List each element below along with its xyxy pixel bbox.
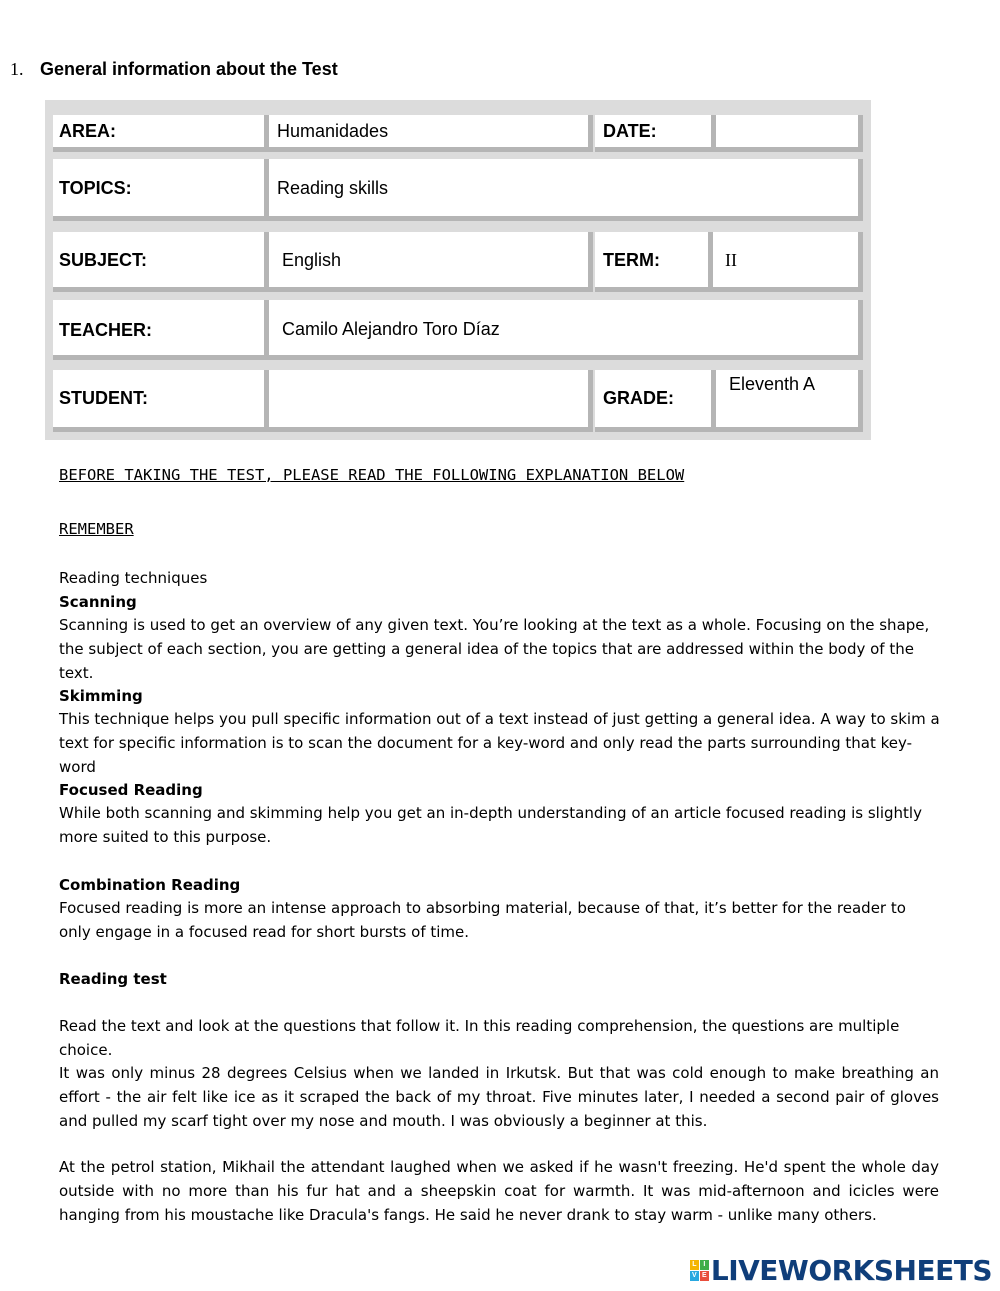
grade-value: Eleventh A: [729, 374, 816, 394]
topics-label: TOPICS:: [59, 178, 132, 198]
subject-label-cell: [53, 232, 269, 292]
student-label: STUDENT:: [59, 388, 148, 408]
term-label: TERM:: [603, 250, 660, 270]
date-label-cell: [595, 115, 716, 152]
info-table: [45, 100, 871, 440]
area-label: AREA:: [59, 121, 116, 141]
student-value-cell[interactable]: [269, 370, 593, 432]
logo-tile-e: E: [700, 1271, 709, 1281]
liveworksheets-logo: [690, 1254, 992, 1287]
topics-value-cell: [269, 159, 863, 221]
techniques-title: Reading techniques: [59, 569, 208, 587]
logo-tile-v: V: [690, 1271, 699, 1281]
date-value-cell[interactable]: [716, 115, 863, 152]
teacher-label-cell: [53, 300, 269, 360]
topics-value: Reading skills: [277, 178, 389, 198]
subject-value: English: [282, 250, 342, 270]
logo-tile-l: L: [690, 1260, 699, 1270]
reading-test-title: Reading test: [59, 970, 167, 988]
logo-text: LIVEWORKSHEETS: [710, 1254, 992, 1287]
subject-value-cell: [269, 232, 593, 292]
focused-title: Focused Reading: [59, 781, 203, 799]
term-value: II: [725, 250, 737, 270]
date-label: DATE:: [603, 121, 657, 141]
story-paragraph-1: It was only minus 28 degrees Celsius when we landed in Irkutsk. But that was cold enough to make breathing an effort - the air felt like ice as it scraped the back of my throat. Five minutes later, I needed a second pair of gloves and pulled my scarf tight over my nose and mouth. I was obviously a beginner at this.: [59, 1064, 939, 1130]
topics-label-cell: [53, 159, 269, 221]
logo-tiles-icon: [690, 1260, 709, 1281]
grade-value-cell: [716, 370, 863, 432]
instructions: Read the text and look at the questions that follow it. In this reading comprehension, the questions are multiple choice.: [59, 1017, 900, 1059]
teacher-value-cell: [269, 300, 863, 360]
grade-label: GRADE:: [603, 388, 674, 408]
area-value-cell: [269, 115, 593, 152]
grade-label-cell: [595, 370, 716, 432]
teacher-label: TEACHER:: [59, 320, 152, 340]
teacher-value: Camilo Alejandro Toro Díaz: [282, 319, 500, 339]
focused-text: While both scanning and skimming help you get an in-depth understanding of an article focused reading is slightly more suited to this purpose.: [59, 804, 922, 846]
subject-label: SUBJECT:: [59, 250, 148, 270]
term-value-cell: [713, 232, 863, 292]
term-label-cell: [595, 232, 713, 292]
story-paragraph-2: At the petrol station, Mikhail the attendant laughed when we asked if he wasn't freezing. He'd spent the whole day outside with no more than his fur hat and a sheepskin coat for warmth. It was mid-afternoon and icicles were hanging from his moustache like Dracula's fangs. He said he never drank to stay warm - unlike many others.: [59, 1158, 939, 1224]
student-label-cell: [53, 370, 269, 432]
skimming-title: Skimming: [59, 687, 143, 705]
combination-text: Focused reading is more an intense approach to absorbing material, because of that, it’s better for the reader to only engage in a focused read for short bursts of time.: [59, 899, 906, 941]
scanning-title: Scanning: [59, 593, 137, 611]
area-label-cell: [53, 115, 269, 152]
combination-title: Combination Reading: [59, 876, 241, 894]
before-heading: BEFORE TAKING THE TEST, PLEASE READ THE FOLLOWING EXPLANATION BELOW: [59, 466, 685, 484]
remember-heading: REMEMBER: [59, 520, 134, 538]
section-number: 1.: [10, 59, 24, 79]
scanning-text: Scanning is used to get an overview of any given text. You’re looking at the text as a whole. Focusing on the shape, the subject of each section, you are getting a general idea of the topics that are addressed within the body of the text.: [59, 616, 930, 682]
skimming-text: This technique helps you pull specific information out of a text instead of just getting a general idea. A way to skim a text for specific information is to scan the document for a key-word and only read the parts surrounding that key-word: [59, 710, 940, 776]
logo-tile-i: I: [700, 1260, 709, 1270]
area-value: Humanidades: [277, 121, 389, 141]
section-title: General information about the Test: [40, 59, 338, 79]
